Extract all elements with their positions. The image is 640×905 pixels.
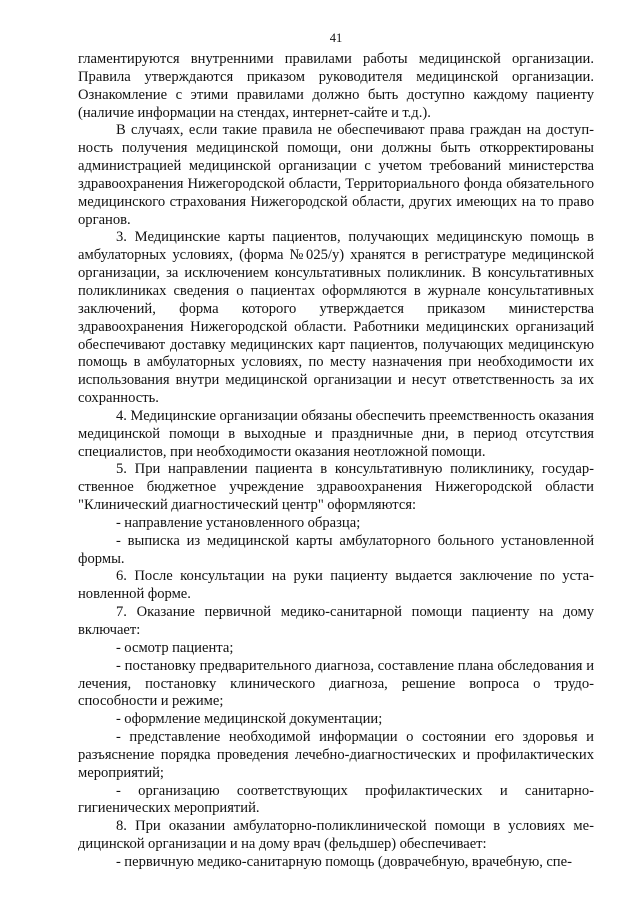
paragraph-item-3: 3. Медицинские карты пациентов, получающих медицинскую помощь в амбулаторных условиях, (форма №025/у) хранятся в регистратуре медицинской организации, за исключением консультативных поликлиник. В консультативных поликлиниках сведения о пациентах оформляются в журнале консультативных заключений, форма которого утверждается приказом министерства здравоохранения Нижегородской области. Работники медицинских организаций обеспечивают доставку медицинских карт пациентов, получающих медицинскую помощь в амбулаторных условиях, по месту назначения при необходимости их использования внутри медицинской организации и несут ответственность за их сохранность. — [78, 229, 594, 407]
list-item-diagnosis: - постановку предварительного диагноза, составление плана обследования и лечения, постановку клинического диагноза, решение вопроса о трудоспособности и режиме; — [78, 657, 594, 710]
paragraph-continuation: гламентируются внутренними правилами работы медицинской организации. Правила утверждаются приказом руководителя медицинской организации. Ознакомление с этими правилами должно быть доступно каждому пациенту (наличие информации на стендах, интернет-сайте и т.д.). — [78, 51, 594, 121]
list-item-prevention: - организацию соответствующих профилактических и санитарно-гигиенических мероприятий. — [78, 782, 594, 817]
list-item-referral: - направление установленного образца; — [116, 514, 361, 531]
document-page — [78, 30, 594, 895]
paragraph-item-6: 6. После консультации на руки пациенту выдается заключение по установленной форме. — [78, 568, 594, 603]
paragraph-rules-correction: В случаях, если такие правила не обеспечивают права граждан на доступность получения медицинской помощи, они должны быть откорректированы администрацией медицинской организации с учетом требований министерства здравоохранения Нижегородской области, Территориального фонда обязательного медицинского страхования Нижегородской области, других имеющих на то право органов. — [78, 122, 594, 228]
paragraph-item-5: 5. При направлении пациента в консультативную поликлинику, государственное бюджетное учреждение здравоохранения Нижегородской области "Клинический диагностический центр" оформляются: — [78, 461, 594, 514]
paragraph-item-7: 7. Оказание первичной медико-санитарной помощи пациенту на дому включает: — [78, 604, 594, 638]
list-item-information: - представление необходимой информации о состоянии его здоровья и разъяснение порядка проведения лечебно-диагностических и профилактических мероприятий; — [78, 729, 594, 781]
paragraph-item-4: 4. Медицинские организации обязаны обеспечить преемственность оказания медицинской помощи в выходные и праздничные дни, в период отсутствия специалистов, при необходимости оказания неотложной помощи. — [78, 407, 594, 460]
page-number: 41 — [329, 31, 343, 45]
list-item-extract: - выписка из медицинской карты амбулаторного больного установленной формы. — [78, 532, 594, 567]
list-item-documentation: - оформление медицинской документации; — [116, 711, 383, 728]
list-item-examination: - осмотр пациента; — [116, 639, 234, 656]
list-item-primary-care: - первичную медико-санитарную помощь (доврачебную, врачебную, спе- — [116, 853, 572, 870]
paragraph-item-8: 8. При оказании амбулаторно-поликлинической помощи в условиях медицинской организации и на дому врач (фельдшер) обеспечивает: — [78, 818, 594, 853]
